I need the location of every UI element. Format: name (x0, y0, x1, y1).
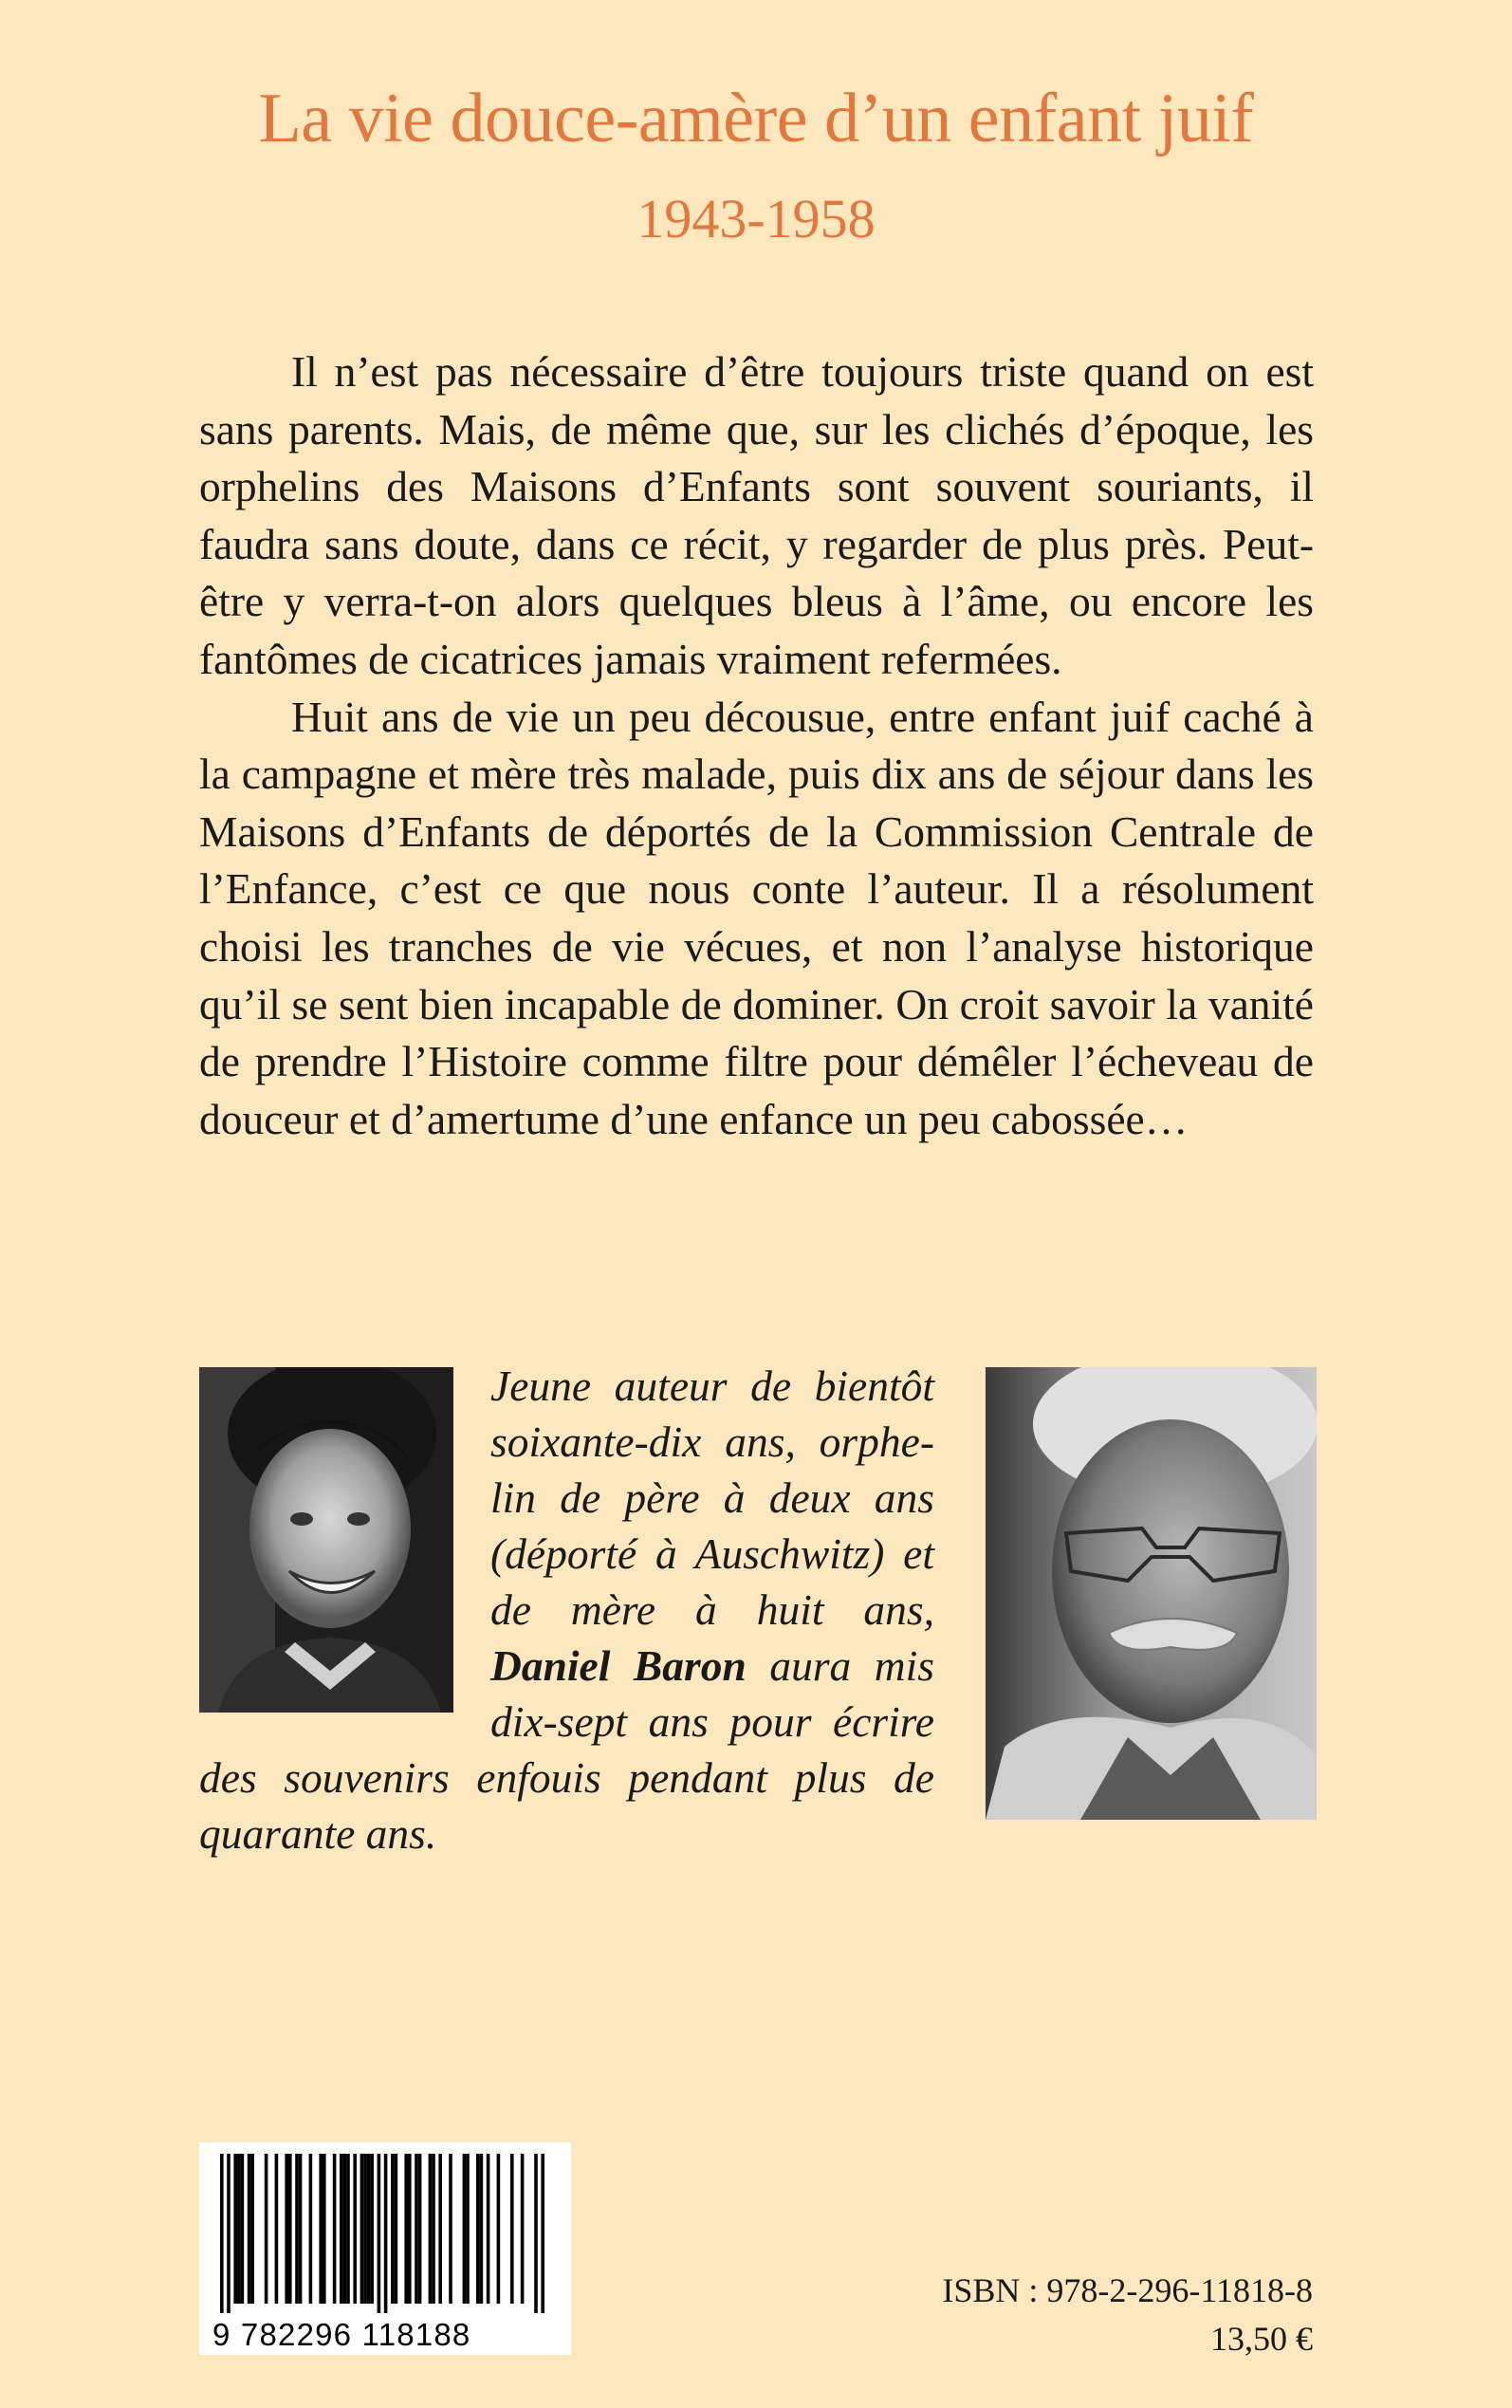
barcode-bar (408, 2154, 412, 2304)
barcode-bar (353, 2154, 357, 2304)
barcode-bar (432, 2154, 435, 2304)
barcode-bar (227, 2154, 230, 2313)
barcode-bar (521, 2154, 525, 2304)
barcode-bar (250, 2154, 254, 2304)
barcode-bar (220, 2154, 224, 2313)
barcode-bar (343, 2154, 347, 2304)
barcode-digits: 9 782296 118188 (212, 2317, 471, 2352)
barcode-bar (288, 2154, 292, 2304)
barcode-bar (333, 2154, 337, 2304)
barcode-bar (275, 2154, 279, 2304)
book-subtitle-dates: 1943-1958 (636, 188, 876, 250)
barcode-bar (241, 2154, 245, 2304)
barcode-bar (415, 2154, 418, 2304)
barcode-bar (395, 2154, 398, 2304)
barcode-bar (285, 2154, 288, 2304)
barcode-bar (404, 2154, 408, 2304)
barcode-bar (391, 2154, 395, 2304)
barcode-bar (323, 2154, 326, 2304)
barcode-bar (487, 2154, 490, 2304)
price: 13,50 € (1210, 2320, 1313, 2358)
barcode-bar (476, 2154, 480, 2304)
bio-text-before: Jeune auteur de bientôt soixante-dix ans, orphelin de père à deux ans (déporté à Auschwitz) et de mère à huit ans, (490, 1361, 934, 1634)
blurb-paragraph-2: Huit ans de vie un peu décousue, entre enfant juif caché à la campagne et mère très malade, puis dix ans de séjour dans les Maisons d’Enfants de déportés de la Commission Centrale de l’Enfance, c’est ce que nous conte l’auteur. Il a résolument choisi les tranches de vie vécues, et non l’analyse historique qu’il se sent bien incapable de dominer. On croit savoir la vanité de prendre l’Histoire comme filtre pour démêler l’écheveau de douceur et d’amertume d’une enfance un peu cabossée… (199, 692, 1314, 1143)
barcode-bar (418, 2154, 422, 2304)
barcode-bar (497, 2154, 501, 2304)
barcode-bar (319, 2154, 323, 2304)
barcode-bar (340, 2154, 343, 2304)
barcode (199, 2142, 571, 2355)
barcode-bar (438, 2154, 442, 2304)
barcode-bar (309, 2154, 313, 2304)
barcode-bar (463, 2154, 467, 2304)
book-title: La vie douce-amère d’un enfant juif (258, 80, 1254, 157)
barcode-bar (363, 2154, 367, 2304)
photo-spacer (199, 1358, 490, 1713)
blurb-paragraph-1: Il n’est pas nécessaire d’être toujours triste quand on est sans parents. Mais, de même que, sur les clichés d’époque, les orphelins des Maisons d’Enfants sont souvent souriants, il faudra sans doute, dans ce récit, y regarder de plus près. Peut-être y verra-t-on alors quelques bleus à l’âme, ou encore les fantômes de cicatrices jamais vraiment refermées. (199, 347, 1314, 683)
barcode-bar (248, 2154, 251, 2304)
barcode-bar (299, 2154, 303, 2304)
barcode-graphic (199, 2142, 571, 2355)
barcode-bar (367, 2154, 371, 2304)
barcode-bar (534, 2154, 538, 2313)
author-portrait-photo (986, 1367, 1317, 1820)
barcode-bar (295, 2154, 299, 2304)
barcode-bar (449, 2154, 452, 2304)
barcode-bar (429, 2154, 433, 2304)
bio-text-after: aura mis dix-sept ans pour écrire des souvenirs enfouis pendant plus de quarante ans. (199, 1641, 934, 1858)
barcode-bar (265, 2154, 268, 2304)
barcode-bar (346, 2154, 350, 2304)
blurb-text (199, 343, 1314, 1148)
barcode-bar (233, 2154, 237, 2304)
barcode-bar (510, 2154, 514, 2304)
isbn: ISBN : 978-2-296-11818-8 (942, 2271, 1313, 2309)
author-bio (199, 1358, 934, 1862)
barcode-bar (541, 2154, 544, 2313)
barcode-bar (237, 2154, 241, 2304)
barcode-bar (466, 2154, 470, 2304)
barcode-bar (360, 2154, 364, 2304)
barcode-bar (480, 2154, 484, 2304)
barcode-bar (384, 2154, 388, 2313)
author-name: Daniel Baron (490, 1641, 747, 1690)
barcode-bar (378, 2154, 381, 2313)
barcode-bar (370, 2154, 374, 2304)
